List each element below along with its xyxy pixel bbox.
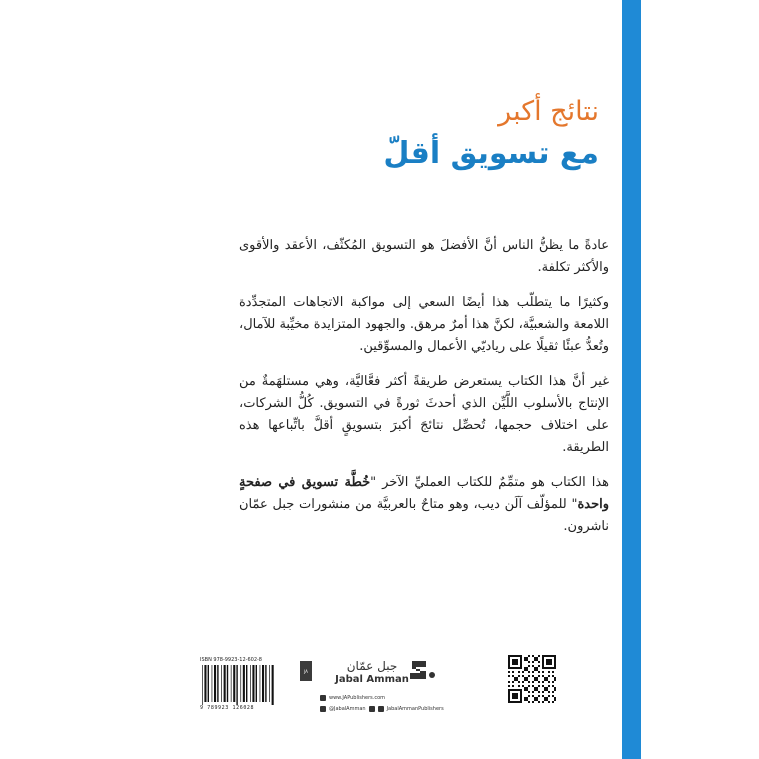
publisher-block [300, 655, 460, 715]
instagram-icon [320, 706, 326, 712]
spine-color-bar [622, 0, 641, 759]
publisher-website[interactable]: www.JAPublishers.com [320, 695, 385, 701]
barcode-bars [200, 665, 276, 705]
publisher-social [320, 706, 444, 712]
globe-icon [320, 695, 326, 701]
twitter-icon [378, 706, 384, 712]
blurb-paragraph-4 [239, 472, 609, 538]
blurb-p4-end: " للمؤلّف آلَن ديب، وهو متاحٌ بالعربيَّة من منشورات جبل عمّان ناشرون. [239, 497, 609, 534]
blurb-paragraph-3: غير أنَّ هذا الكتاب يستعرض طريقةً أكثر فعَّاليَّة، وهي مستلهَمةٌ من الإنتاج بالأسلوب اللَّيِّن الذي أحدثَ ثورةً في التسويق. كُلُّ الشركات، على اختلاف حجمها، تُحصِّل نتائجَ أكبرَ بتسويقٍ أقلَّ باتِّباعها هذه الطريقة. [239, 374, 609, 455]
blurb-paragraph-1: عادةً ما يظنُّ الناس أنَّ الأفضلَ هو التسويق المُكثّف، الأعقد والأقوى والأكثر تكلفة. [239, 238, 609, 275]
title-line-1: نتائج أكبر [498, 96, 599, 127]
twitter-handle[interactable]: @JabalAmman [329, 706, 366, 712]
qr-code[interactable] [508, 655, 556, 703]
publisher-logo [300, 655, 460, 685]
related-book-title: خُطَّة تسويق في صفحةٍ واحدة [239, 475, 609, 512]
publisher-logo-tag-mark: JA [304, 669, 308, 674]
isbn-number: ISBN 978-9923-12-602-8 [200, 657, 262, 663]
publisher-name-ar: جبل عمّان [346, 659, 398, 673]
publisher-emblem-icon [410, 661, 435, 679]
facebook-icon [369, 706, 375, 712]
publisher-name-en: Jabal Amman [335, 674, 409, 685]
blurb-paragraph-2: وكثيرًا ما يتطلّب هذا أيضًا السعي إلى مواكبة الاتجاهات المتجدِّدة اللامعة والشعبيَّة، لكنَّ هذا أمرٌ مرهق. والجهود المتزايدة مخيِّبة للآمال، وتُعدُّ عبئًا ثقيلًا على رياديّي الأعمال والمسوِّقين. [239, 295, 609, 354]
title-line-2: مع تسويق أقلّ [383, 136, 599, 171]
isbn-barcode [200, 657, 276, 715]
blurb-p4-start: هذا الكتاب هو متمِّمٌ للكتاب العمليِّ الآخر " [370, 475, 609, 490]
facebook-handle[interactable]: JabalAmmanPublishers [386, 706, 444, 712]
blurb [239, 235, 609, 551]
barcode-digits: 9 789923 126028 [200, 705, 255, 711]
